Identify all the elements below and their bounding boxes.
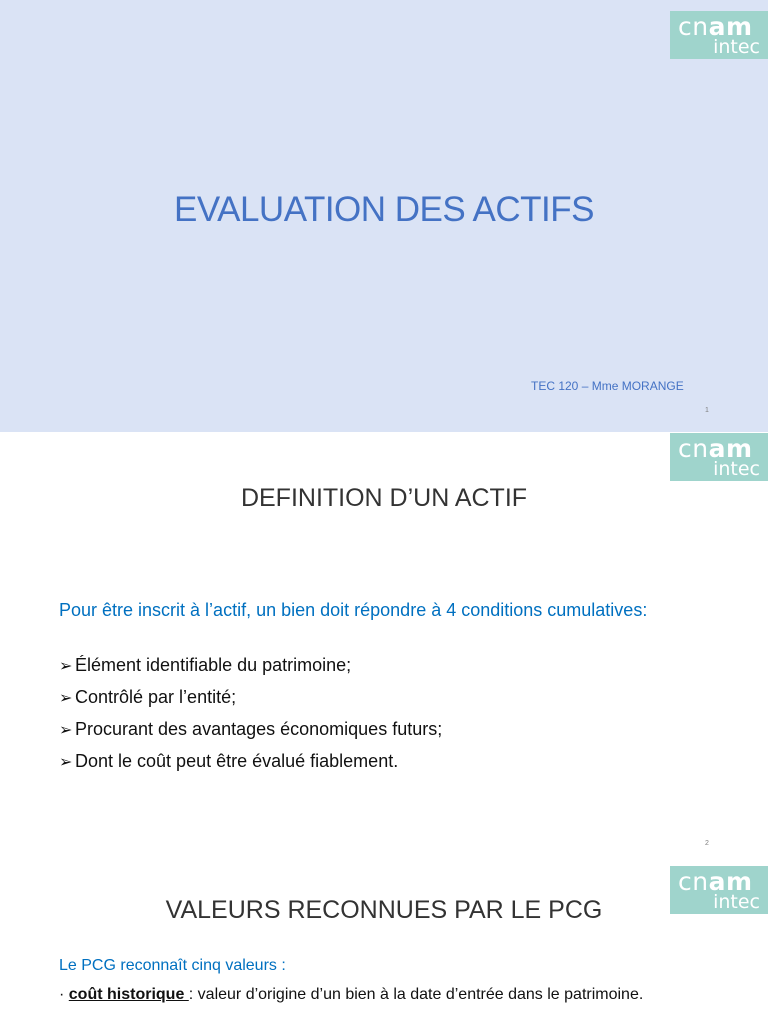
value-item bbox=[59, 984, 709, 1005]
cnam-intec-logo bbox=[670, 11, 768, 59]
logo-line2: intec bbox=[713, 36, 760, 58]
slide-1-subtitle: TEC 120 – Mme MORANGE bbox=[531, 379, 684, 393]
item-description: : valeur d’origine d’un bien à la date d’entrée dans le patrimoine. bbox=[188, 986, 644, 1003]
slide-3-intro: Le PCG reconnaît cinq valeurs : bbox=[59, 957, 286, 974]
logo-text-am: am bbox=[708, 867, 753, 896]
slide-3-title: VALEURS RECONNUES PAR LE PCG bbox=[165, 896, 603, 924]
logo-text-cn: cn bbox=[678, 12, 709, 41]
slide-2-page-number: 2 bbox=[705, 840, 709, 847]
slide-2 bbox=[0, 432, 768, 864]
slide-2-intro: Pour être inscrit à l’actif, un bien doit répondre à 4 conditions cumulatives: bbox=[59, 600, 648, 620]
list-item-text: Élément identifiable du patrimoine; bbox=[75, 655, 352, 675]
logo-line2: intec bbox=[713, 891, 760, 913]
item-bullet: · bbox=[59, 986, 69, 1003]
logo-text-cn: cn bbox=[678, 867, 709, 896]
arrow-bullet-icon: ➢ bbox=[59, 658, 73, 675]
slide-1 bbox=[0, 0, 768, 432]
list-item-text: Contrôlé par l’entité; bbox=[75, 687, 237, 707]
logo-line2: intec bbox=[713, 458, 760, 480]
logo-text-am: am bbox=[708, 434, 753, 463]
list-item bbox=[59, 683, 442, 715]
list-item bbox=[59, 715, 442, 747]
arrow-bullet-icon: ➢ bbox=[59, 754, 73, 771]
slide-1-page-number: 1 bbox=[705, 407, 709, 414]
slide-3 bbox=[0, 864, 768, 1024]
list-item-text: Dont le coût peut être évalué fiablement. bbox=[75, 751, 399, 771]
list-item bbox=[59, 651, 442, 683]
list-item bbox=[59, 747, 442, 779]
list-item-text: Procurant des avantages économiques futurs; bbox=[75, 719, 443, 739]
conditions-list bbox=[59, 651, 442, 779]
slide-1-title: EVALUATION DES ACTIFS bbox=[174, 190, 594, 229]
item-term: coût historique bbox=[68, 986, 189, 1003]
arrow-bullet-icon: ➢ bbox=[59, 690, 73, 707]
cnam-intec-logo bbox=[670, 433, 768, 481]
logo-text-cn: cn bbox=[678, 434, 709, 463]
slide-2-title: DEFINITION D’UN ACTIF bbox=[240, 484, 528, 512]
logo-text-am: am bbox=[708, 12, 753, 41]
arrow-bullet-icon: ➢ bbox=[59, 722, 73, 739]
